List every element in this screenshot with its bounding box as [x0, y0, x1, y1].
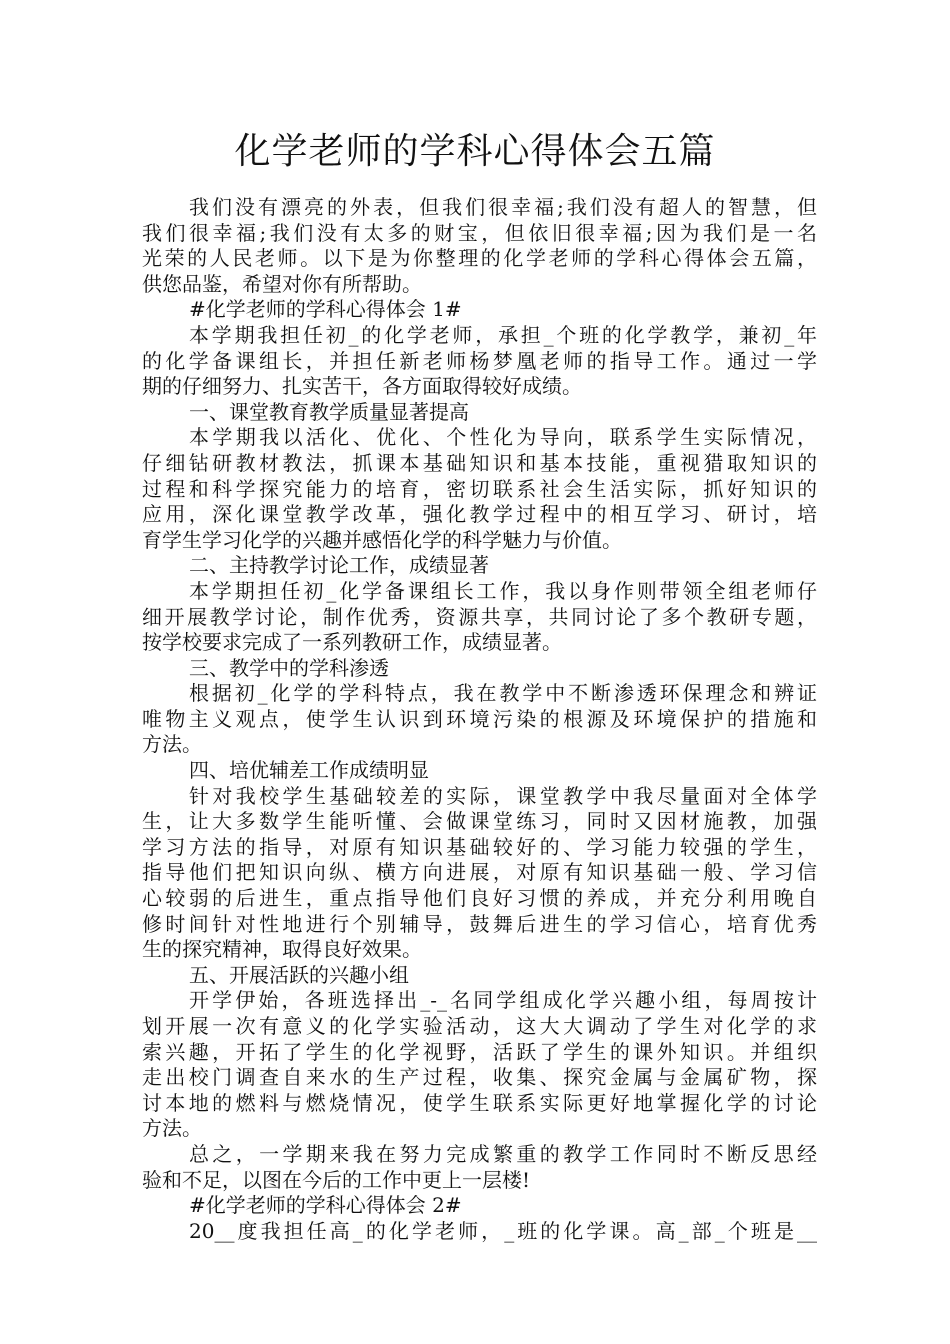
text-line: 供您品鉴，希望对你有所帮助。 — [142, 271, 422, 296]
text-line: 四、培优辅差工作成绩明显 — [189, 758, 429, 783]
text-line: 讨本地的燃料与燃烧情况，使学生联系实际更好地掌握化学的讨论 — [142, 1090, 817, 1115]
text-line: 针对我校学生基础较差的实际，课堂教学中我尽量面对全体学 — [189, 783, 817, 808]
text-line: 总之，一学期来我在努力完成繁重的教学工作同时不断反思经 — [189, 1141, 817, 1166]
text-line: #化学老师的学科心得体会 2# — [189, 1193, 462, 1218]
text-line: 学习方法的指导，对原有知识基础较好的、学习能力较强的学生， — [142, 834, 817, 859]
text-line: 育学生学习化学的兴趣并感悟化学的科学魅力与价值。 — [142, 527, 622, 552]
text-line: 索兴趣，开拓了学生的化学视野，活跃了学生的课外知识。并组织 — [142, 1039, 817, 1064]
text-line: 指导他们把知识向纵、横方向进展，对原有知识基础一般、学习信 — [142, 860, 817, 885]
text-line: #化学老师的学科心得体会 1# — [189, 297, 462, 322]
document-body — [142, 195, 817, 1244]
text-line: 三、教学中的学科渗透 — [189, 655, 389, 680]
text-line: 期的仔细努力、扎实苦干，各方面取得较好成绩。 — [142, 374, 582, 399]
text-line: 应用，深化课堂教学改革，强化教学过程中的相互学习、研讨，培 — [142, 502, 817, 527]
text-line: 心较弱的后进生，重点指导他们良好习惯的养成，并充分利用晚自 — [142, 886, 817, 911]
text-line: 二、主持教学讨论工作，成绩显著 — [189, 553, 489, 578]
text-line: 细开展教学讨论，制作优秀，资源共享，共同讨论了多个教研专题， — [142, 604, 817, 629]
text-line: 生的探究精神，取得良好效果。 — [142, 937, 422, 962]
text-line: 开学伊始，各班选择出_-_名同学组成化学兴趣小组，每周按计 — [189, 988, 817, 1013]
text-line: 我们很幸福;我们没有太多的财宝，但依旧很幸福;因为我们是一名 — [142, 220, 817, 245]
text-line: 仔细钻研教材教法，抓课本基础知识和基本技能，重视猎取知识的 — [142, 450, 817, 475]
text-line: 按学校要求完成了一系列教研工作，成绩显著。 — [142, 630, 562, 655]
text-line: 20__度我担任高_的化学老师，_班的化学课。高_部_个班是__ — [189, 1218, 817, 1243]
text-line: 生，让大多数学生能听懂、会做课堂练习，同时又因材施教，加强 — [142, 809, 817, 834]
document-title: 化学老师的学科心得体会五篇 — [234, 131, 716, 172]
text-line: 修时间针对性地进行个别辅导，鼓舞后进生的学习信心，培育优秀 — [142, 911, 817, 936]
text-line: 唯物主义观点，使学生认识到环境污染的根源及环境保护的措施和 — [142, 706, 817, 731]
text-line: 本学期我担任初_的化学老师，承担_个班的化学教学，兼初_年 — [189, 322, 817, 347]
text-line: 走出校门调查自来水的生产过程，收集、探究金属与金属矿物，探 — [142, 1065, 817, 1090]
text-line: 的化学备课组长，并担任新老师杨梦凰老师的指导工作。通过一学 — [142, 348, 817, 373]
text-line: 五、开展活跃的兴趣小组 — [189, 962, 409, 987]
text-line: 根据初_化学的学科特点，我在教学中不断渗透环保理念和辨证 — [189, 681, 817, 706]
text-line: 光荣的人民老师。以下是为你整理的化学老师的学科心得体会五篇， — [142, 246, 817, 271]
text-line: 验和不足，以图在今后的工作中更上一层楼! — [142, 1167, 531, 1192]
text-line: 划开展一次有意义的化学实验活动，这大大调动了学生对化学的求 — [142, 1014, 817, 1038]
text-line: 过程和科学探究能力的培育，密切联系社会生活实际，抓好知识的 — [142, 476, 817, 501]
text-line: 方法。 — [142, 732, 202, 757]
text-line: 方法。 — [142, 1116, 202, 1141]
text-line: 我们没有漂亮的外表，但我们很幸福;我们没有超人的智慧，但 — [189, 195, 817, 219]
text-line: 本学期我以活化、优化、个性化为导向，联系学生实际情况， — [189, 425, 817, 450]
text-line: 本学期担任初_化学备课组长工作，我以身作则带领全组老师仔 — [189, 578, 817, 603]
text-line: 一、课堂教育教学质量显著提高 — [189, 399, 469, 424]
